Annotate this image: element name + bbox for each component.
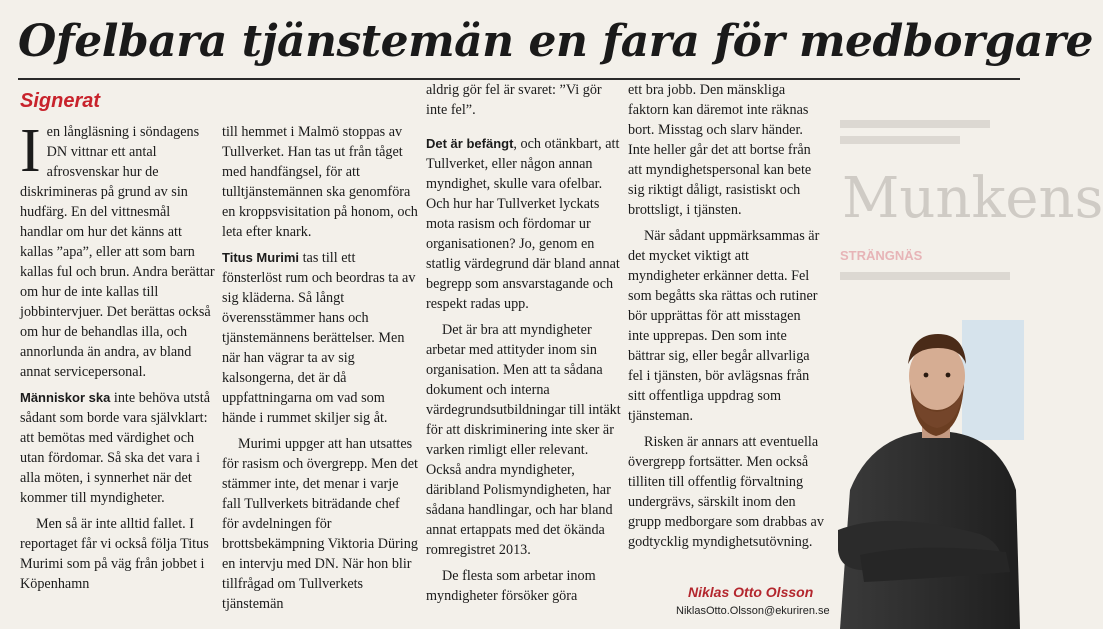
background-red-text: STRÄNGNÄS	[840, 248, 923, 263]
paragraph-text: , och otänkbart, att Tullverket, eller någon annan myndighet, skulle vara ofelbar. Och hur har Tullverket lyckats mota rasism och fördomar ur organisationen? Jo, genom en statlig värdegrund där bland annat begrepp som ansvarstagande och respekt radas upp.	[426, 136, 620, 312]
paragraph: Murimi uppger att han utsattes för rasism och övergrepp. Men det stämmer inte, det menar i varje fall Tullverkets biträdande chef för avdelningen för brottsbekämpning Viktoria Düring en intervju med DN. När hon blir tillfrågad om Tullverkets tjänstemän	[222, 436, 418, 612]
background-line	[840, 136, 960, 144]
paragraph: Men så är inte alltid fallet. I reportaget får vi också följa Titus Murimi som på väg från jobbet i Köpenhamn	[20, 516, 209, 592]
paragraph-lead: Det är befängt	[426, 136, 514, 151]
author-email[interactable]: NiklasOtto.Olsson@ekuriren.se	[676, 605, 830, 617]
byline: Niklas Otto Olsson	[688, 584, 814, 600]
section-kicker: Signerat	[20, 90, 101, 112]
background-headline: Munkens	[842, 166, 1103, 231]
paragraph	[426, 134, 622, 314]
column-2	[222, 122, 418, 620]
background-line	[840, 272, 1010, 280]
paragraph-lead: Titus Murimi	[222, 250, 300, 265]
column-3	[426, 80, 622, 612]
drop-cap: I	[20, 117, 41, 185]
paragraph	[20, 388, 216, 508]
paragraph-text: tas till ett fönsterlöst rum och beordras ta av sig kläderna. Så långt överensstämmer hans och tjänstemännens berättelser. Men när han vägrar ta av sig kalsongerna, det är då uppfattningarna om vad som hände i rummet skiljer sig åt.	[222, 250, 416, 426]
paragraph-text: en långläsning i söndagens DN vittnar ett antal afrosvenskar hur de diskrimineras på grund av sin hudfärg. En del vittnesmål handlar om hur det känns att kallas ”apa”, eller att som barn kallas ful och brun. Andra berättar om hur de inte kallas till jobbintervjuer. Det berättas också om hur de behandlas illa, och annorlunda än andra, av bland annat servicepersonal.	[20, 124, 215, 380]
paragraph	[222, 248, 418, 428]
paragraph: till hemmet i Malmö stoppas av Tullverket. Han tas ut från tåget med handfängsel, för att tulltjänstemännen ska genomföra en kroppsvisitation på honom, och leta efter knark.	[222, 124, 418, 240]
author-photo	[830, 320, 1024, 629]
headline: Ofelbara tjänstemän en fara för medborgare	[18, 16, 1094, 67]
column-1	[20, 117, 216, 600]
paragraph: ett bra jobb. Den mänskliga faktorn kan däremot inte räknas bort. Misstag och slarv händer. Inte heller går det att bortse från att myndighetspersonal kan bete sig riktigt dåligt, rasistiskt och brottsligt, i tjänsten.	[628, 82, 812, 218]
paragraph: Risken är annars att eventuella övergrepp fortsätter. Men också tilliten till offentlig förvaltning undergrävs, särskilt inom den grupp medborgare som drabbas av godtycklig myndighetsutövning.	[628, 434, 824, 550]
paragraph-text: inte behöva utstå sådant som borde vara självklart: att bemötas med värdighet och utan fördomar. Så ska det vara i alla möten, i synnerhet när det kommer till myndigheter.	[20, 390, 211, 506]
background-line	[840, 120, 990, 128]
paragraph-lead: Människor ska	[20, 390, 111, 405]
paragraph: När sådant uppmärksammas är det mycket viktigt att myndigheter erkänner detta. Fel som begåtts ska rättas och rutiner bör upprättas för att misstagen inte upprepas. Den som inte bättrar sig, eller begår allvarliga fel i tjänsten, bör avlägsnas från sitt offentliga uppdrag som tjänsteman.	[628, 228, 820, 424]
column-4	[628, 80, 824, 558]
paragraph-intro	[20, 117, 216, 382]
paragraph: Det är bra att myndigheter arbetar med attityder inom sin organisation. Men att ta sådana dokument och interna värdegrundsutbildningar till intäkt för att diskriminering inte sker är varken rimligt eller relevant. Också andra myndigheter, däribland Polismyndigheten, har sådana handlingar, och har bland annat ertappats med det ökända romregistret 2013.	[426, 322, 621, 558]
paragraph: aldrig gör fel är svaret: ”Vi gör inte fel”.	[426, 82, 602, 118]
paragraph: De flesta som arbetar inom myndigheter försöker göra	[426, 568, 596, 604]
